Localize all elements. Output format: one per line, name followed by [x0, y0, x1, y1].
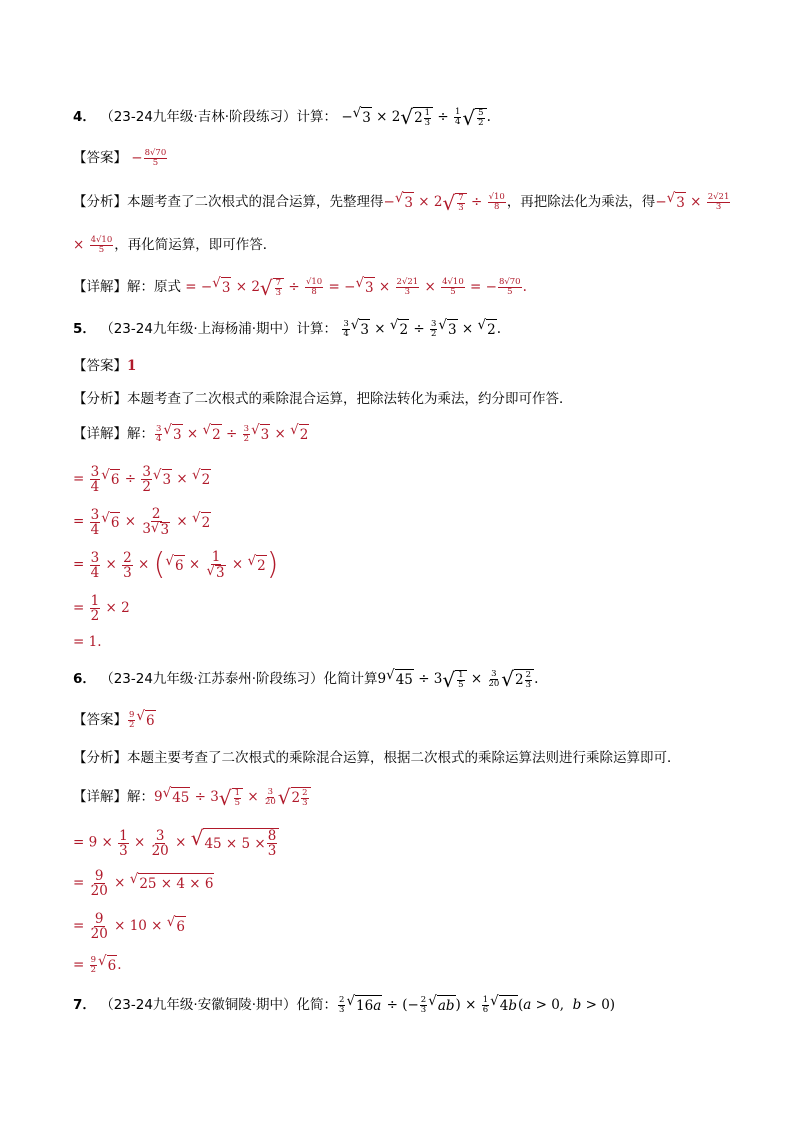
q5-analysis-label: 【分析】 [73, 391, 127, 407]
q4-analysis-text-3: ，再化简运算，即可作答． [114, 237, 277, 253]
q4-analysis-line1 [73, 192, 731, 213]
q6-answer [73, 710, 156, 731]
q5-step5: = 1. [73, 634, 102, 650]
q5-analysis-text: 本题考查了二次根式的乘除混合运算，把除法转化为乘法，约分即可作答． [127, 391, 573, 407]
q4-answer-value: − $\frac{8√70}{5}$ [131, 148, 167, 168]
q7-question [73, 995, 615, 1016]
q7-source: （23-24九年级·安徽铜陵·期中）化简： [100, 997, 338, 1013]
q4-analysis-line2 [73, 235, 276, 255]
q6-answer-label: 【答案】 [73, 712, 127, 728]
q4-number: 4． [73, 109, 96, 125]
q5-answer [73, 356, 136, 376]
q4-answer [73, 148, 168, 168]
q6-step2: = $\frac{9}{20}$ × √ 25 × 4 × 6 [73, 868, 214, 900]
q6-analysis [73, 748, 681, 768]
q6-detail-label: 【详解】 [73, 789, 127, 805]
q6-detail-expr: 9 √ 45 ÷ 3 √ $\frac{1}{5}$ × $\frac{3}{20}$ √ 2 $\frac{2}{3}$ [154, 789, 311, 805]
q6-source: （23-24九年级·江苏泰州·阶段练习）化简计算 [100, 671, 378, 687]
q4-detail-text: 解：原式 [127, 279, 181, 295]
q4-source: （23-24九年级·吉林·阶段练习）计算： [100, 109, 338, 125]
q5-step1: = $\frac{3}{4}$ √ 6 ÷ $\frac{3}{2}$ √ 3 × √ 2 [73, 464, 211, 496]
q5-answer-label: 【答案】 [73, 358, 127, 374]
q5-source: （23-24九年级·上海杨浦·期中）计算： [100, 321, 338, 337]
q4-analysis-expr1: − √ 3 × 2 √ $\frac{7}{3}$ ÷ $\frac{√10}{8}$ [383, 190, 505, 215]
q6-step1: = 9 × $\frac{1}{3}$ × $\frac{3}{20}$ × √ 45 × 5 × $\frac{8}{3}$ [73, 828, 279, 858]
q7-number: 7． [73, 997, 96, 1013]
q5-detail-text: 解： [127, 426, 154, 442]
q5-expression: $\frac{3}{4}$ √ 3 × √ 2 ÷ $\frac{3}{2}$ √ 3 × √ 2 . [343, 317, 501, 339]
q5-step4: = $\frac{1}{2}$ × 2 [73, 593, 130, 625]
q5-number: 5． [73, 321, 96, 337]
q6-number: 6． [73, 671, 96, 687]
q4-answer-label: 【答案】 [73, 150, 127, 166]
q4-analysis-text: 本题考查了二次根式的混合运算，先整理得 [127, 194, 384, 210]
q5-answer-value: 1 [127, 358, 137, 374]
q4-detail-expr: = − √ 3 × 2 √ $\frac{7}{3}$ ÷ $\frac{√10}{8}$ = − √ 3 × $\frac{2√21}{3}$ × $\frac{4√10}{5}$ = − $\frac{8√70}{5}$ . [181, 275, 527, 300]
q6-answer-value: $\frac{9}{2}$ √ 6 [129, 708, 155, 730]
q7-expression: $\frac{2}{3}$ √ 16 a ÷ (− $\frac{2}{3}$ √ ab ) × $\frac{1}{6}$ √ 4 b (a > 0, b > 0) [339, 993, 616, 1015]
q6-question [73, 669, 538, 690]
q5-detail [73, 424, 309, 445]
q4-detail [73, 277, 527, 298]
q6-detail [73, 787, 311, 808]
q5-analysis [73, 389, 573, 409]
q6-expression: 9 √ 45 ÷ 3 √ $\frac{1}{5}$ × $\frac{3}{20}$ √ 2 $\frac{2}{3}$ . [377, 667, 539, 692]
q4-analysis-label: 【分析】 [73, 194, 127, 210]
q4-detail-label: 【详解】 [73, 279, 127, 295]
q5-step2: = $\frac{3}{4}$ √ 6 × 2 3 √ 3 × √ 2 [73, 506, 211, 539]
q4-analysis-expr3: × $\frac{4√10}{5}$ [73, 235, 113, 255]
q4-analysis-expr2: − √ 3 × $\frac{2√21}{3}$ [655, 190, 730, 212]
q4-analysis-text-2: ，再把除法化为乘法，得 [506, 194, 656, 210]
q4-expression: − √ 3 × 2 √ 2 $\frac{1}{3}$ ÷ $\frac{1}{4}$ √ $\frac{5}{2}$ . [341, 105, 491, 130]
q5-detail-label: 【详解】 [73, 426, 127, 442]
q6-step3: = $\frac{9}{20}$ × 10 × √ 6 [73, 911, 185, 943]
q5-detail-expr: $\frac{3}{4}$ √ 3 × √ 2 ÷ $\frac{3}{2}$ √ 3 × √ 2 [156, 422, 309, 444]
q6-detail-text: 解： [127, 789, 154, 805]
q6-step4: = $\frac{9}{2}$ √ 6 . [73, 953, 122, 975]
q5-question [73, 319, 501, 340]
q6-analysis-text: 本题主要考查了二次根式的乘除混合运算，根据二次根式的乘除运算法则进行乘除运算即可． [127, 750, 681, 766]
q5-step3: = $\frac{3}{4}$ × $\frac{2}{3}$ × ( √ 6 × 1 √ 3 × √ 2 ) [73, 547, 279, 583]
q6-analysis-label: 【分析】 [73, 750, 127, 766]
q4-question [73, 107, 491, 128]
